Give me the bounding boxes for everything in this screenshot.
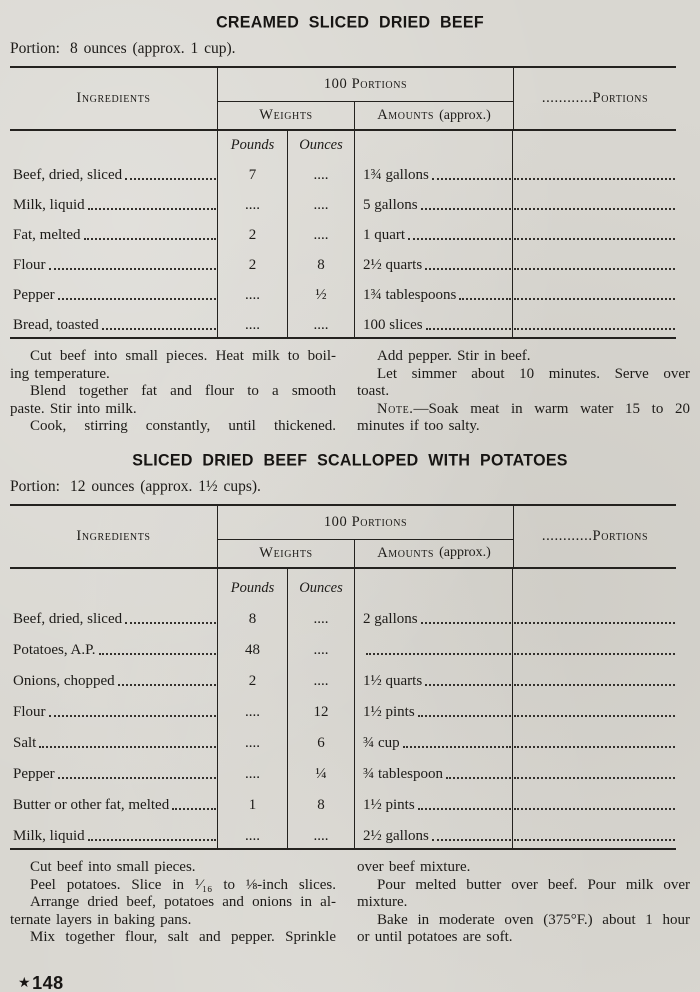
dotted-leader <box>426 328 511 330</box>
pounds-cell-text: .... <box>245 734 260 751</box>
dotted-leader <box>403 746 511 748</box>
amount-cell <box>355 247 513 277</box>
ounces-cell-text: .... <box>313 672 329 689</box>
amounts-header <box>355 540 513 567</box>
recipe-1-instructions <box>10 348 690 436</box>
amount-cell <box>355 693 513 724</box>
instruction-line: Let simmer about 10 minutes. Serve over <box>377 365 690 382</box>
ounces-cell-text: .... <box>313 317 329 333</box>
units-subheader-row <box>10 569 676 600</box>
instruction-line: Arrange dried beef, potatoes and onions in al- <box>30 894 336 911</box>
ingredient-cell-text: Milk, liquid <box>13 827 85 844</box>
ingredient-cell-text: Butter or other fat, melted <box>13 796 170 813</box>
ounces-subheader: Ounces <box>288 131 355 157</box>
instructions-right-column <box>357 348 690 436</box>
amount-cell-text: 100 slices <box>363 317 423 333</box>
portions-cell <box>513 786 676 817</box>
portions-cell <box>513 187 676 217</box>
instruction-line: Peel potatoes. Slice in ¹⁄₁₆ to ⅛-inch slices. <box>30 876 336 893</box>
portion-label: Portion: <box>10 477 60 495</box>
table-row <box>10 307 676 337</box>
pounds-cell <box>218 817 288 848</box>
ounces-cell-text: ½ <box>315 287 327 303</box>
pounds-cell-text: .... <box>245 703 260 720</box>
dotted-leader <box>432 178 511 180</box>
ingredient-cell-text: Onions, chopped <box>13 672 115 689</box>
ingredient-cell-text: Milk, liquid <box>13 197 85 213</box>
instruction-line: minutes if too salty. <box>357 418 480 435</box>
ingredient-cell <box>10 277 218 307</box>
dotted-leader <box>125 622 216 624</box>
ingredients-column-header: Ingredients <box>10 506 218 567</box>
amount-cell <box>355 157 513 187</box>
ingredient-cell <box>10 157 218 187</box>
ingredient-cell <box>10 724 218 755</box>
ingredient-cell-text: Pepper <box>13 765 55 782</box>
pounds-cell <box>218 600 288 631</box>
instruction-line: Blend together fat and flour to a smooth <box>30 383 336 400</box>
ounces-cell-text: 12 <box>313 703 329 720</box>
portions-100-header: 100 Portions <box>218 506 513 540</box>
amount-cell-text: 1½ quarts <box>363 672 423 689</box>
ingredient-cell <box>10 786 218 817</box>
ounces-cell-text: .... <box>313 610 329 627</box>
amount-cell-text: 1¾ gallons <box>363 167 429 183</box>
amount-cell-text: 2 gallons <box>363 610 418 627</box>
ingredient-rows <box>10 157 676 337</box>
dotted-leader <box>418 808 511 810</box>
table-row <box>10 755 676 786</box>
pounds-cell-text: 2 <box>248 227 257 243</box>
ounces-cell-text: 6 <box>317 734 325 751</box>
portions-cell <box>513 724 676 755</box>
dotted-leader <box>514 746 675 748</box>
amount-cell <box>355 600 513 631</box>
ingredient-cell-text: Flour <box>13 257 46 273</box>
instruction-line: mixture. <box>357 894 408 911</box>
amount-cell-text: ¾ tablespoon <box>363 765 443 782</box>
units-subheader-row <box>10 131 676 157</box>
table-row <box>10 600 676 631</box>
pounds-cell-text: 2 <box>248 672 257 689</box>
table-row <box>10 277 676 307</box>
recipe-1-title: CREAMED SLICED DRIED BEEF <box>216 13 484 32</box>
table-row <box>10 786 676 817</box>
dotted-leader <box>514 839 675 841</box>
table-row <box>10 724 676 755</box>
amount-cell <box>355 187 513 217</box>
ounces-cell <box>288 786 355 817</box>
table-row <box>10 817 676 848</box>
portions-cell <box>513 217 676 247</box>
portions-cell <box>513 662 676 693</box>
table-row <box>10 187 676 217</box>
dotted-leader <box>514 268 675 270</box>
pounds-cell-text: .... <box>245 317 260 333</box>
recipe-1-table <box>10 66 676 339</box>
dotted-leader <box>514 298 675 300</box>
ounces-cell-text: .... <box>313 227 329 243</box>
pounds-cell <box>218 786 288 817</box>
pounds-cell-text: 48 <box>245 641 260 658</box>
ounces-cell <box>288 247 355 277</box>
table-header <box>10 504 676 569</box>
dotted-leader <box>49 715 216 717</box>
dotted-leader <box>446 777 511 779</box>
pounds-cell-text: .... <box>245 287 260 303</box>
ounces-cell <box>288 631 355 662</box>
dotted-leader <box>514 238 675 240</box>
ingredient-cell <box>10 631 218 662</box>
amounts-header <box>355 102 513 129</box>
portions-cell <box>513 247 676 277</box>
ingredient-cell <box>10 817 218 848</box>
ounces-cell <box>288 157 355 187</box>
portions-cell <box>513 755 676 786</box>
ingredient-cell-text: Flour <box>13 703 46 720</box>
ounces-cell-text: ¼ <box>315 765 327 782</box>
table-row <box>10 157 676 187</box>
amount-cell-text: 1 quart <box>363 227 406 243</box>
amount-cell <box>355 631 513 662</box>
table-body <box>10 131 676 339</box>
dotted-leader <box>102 328 216 330</box>
pounds-cell <box>218 724 288 755</box>
amount-cell <box>355 217 513 247</box>
amount-cell <box>355 662 513 693</box>
ounces-cell <box>288 307 355 337</box>
portion-value: 12 ounces (approx. 1½ cups). <box>69 477 261 495</box>
amounts-approx-note: (approx.) <box>439 545 491 561</box>
ingredient-cell <box>10 662 218 693</box>
amounts-label: Amounts <box>377 107 435 123</box>
ounces-cell <box>288 724 355 755</box>
empty-cell <box>10 131 218 157</box>
dotted-leader <box>425 684 511 686</box>
dotted-leader <box>514 777 675 779</box>
dotted-leader <box>421 208 511 210</box>
amount-cell <box>355 817 513 848</box>
portions-100-header: 100 Portions <box>218 68 513 102</box>
amount-cell-text: 2½ quarts <box>363 257 423 273</box>
ingredient-cell-text: Salt <box>13 734 37 751</box>
ounces-cell-text: 8 <box>317 257 325 273</box>
amount-cell <box>355 786 513 817</box>
instruction-line: Cook, stirring constantly, until thickened. <box>30 418 336 435</box>
pounds-cell <box>218 693 288 724</box>
dotted-leader <box>514 715 675 717</box>
portions-cell <box>513 600 676 631</box>
ingredient-cell-text: Pepper <box>13 287 55 303</box>
pounds-cell-text: .... <box>245 827 260 844</box>
star-icon: ★ <box>18 975 32 992</box>
dotted-leader <box>88 208 216 210</box>
ounces-cell <box>288 662 355 693</box>
amounts-approx-note: (approx.) <box>439 107 491 123</box>
portion-value: 8 ounces (approx. 1 cup). <box>69 40 236 57</box>
pounds-cell <box>218 755 288 786</box>
dotted-leader <box>514 684 675 686</box>
ingredient-cell <box>10 693 218 724</box>
dotted-leader <box>514 653 675 655</box>
instruction-line: paste. Stir into milk. <box>10 400 137 417</box>
portions-cell <box>513 817 676 848</box>
pounds-cell-text: 8 <box>248 610 257 627</box>
ounces-cell-text: .... <box>313 827 329 844</box>
instruction-line: Mix together flour, salt and pepper. Sprinkle <box>30 929 336 946</box>
ounces-cell-text: .... <box>313 641 329 658</box>
amount-cell-text: 1¾ tablespoons <box>363 287 457 303</box>
dotted-leader <box>418 715 511 717</box>
ounces-cell <box>288 755 355 786</box>
amount-cell-text: 5 gallons <box>363 197 418 213</box>
pounds-subheader: Pounds <box>218 131 288 157</box>
dotted-leader <box>99 653 216 655</box>
amount-cell-text: 1½ pints <box>363 796 415 813</box>
dotted-leader <box>514 328 675 330</box>
dotted-leader <box>514 808 675 810</box>
instruction-line: ing temperature. <box>10 365 110 382</box>
note-label: Note. <box>377 400 414 417</box>
empty-cell <box>355 131 513 157</box>
ounces-cell <box>288 277 355 307</box>
weights-header: Weights <box>218 540 355 567</box>
ounces-cell-text: 8 <box>317 796 325 813</box>
empty-cell <box>513 131 676 157</box>
portions-cell <box>513 693 676 724</box>
instruction-line: toast. <box>357 383 390 400</box>
empty-cell <box>513 569 676 600</box>
ingredients-column-header: Ingredients <box>10 68 218 129</box>
instruction-line: Cut beef into small pieces. Heat milk to boil- <box>30 348 336 364</box>
ingredient-cell <box>10 755 218 786</box>
instruction-line: Cut beef into small pieces. <box>30 858 196 875</box>
pounds-cell <box>218 217 288 247</box>
table-row <box>10 631 676 662</box>
pounds-cell-text: .... <box>245 765 260 782</box>
instruction-line: over beef mixture. <box>357 858 471 875</box>
pounds-subheader: Pounds <box>218 569 288 600</box>
dotted-leader <box>88 839 216 841</box>
instruction-line: Add pepper. Stir in beef. <box>377 348 531 364</box>
dotted-leader <box>58 777 216 779</box>
pounds-cell-text: 1 <box>248 796 257 813</box>
pounds-cell <box>218 157 288 187</box>
pounds-cell-text: .... <box>245 197 260 213</box>
ounces-cell <box>288 187 355 217</box>
dotted-leader <box>58 298 216 300</box>
instructions-left-column <box>10 348 336 436</box>
table-row <box>10 247 676 277</box>
portions-cell <box>513 277 676 307</box>
amount-cell <box>355 307 513 337</box>
ounces-subheader: Ounces <box>288 569 355 600</box>
page-number <box>18 973 690 992</box>
portions-cell <box>513 157 676 187</box>
pounds-cell-text: 2 <box>248 257 257 273</box>
portions-blank-header: ............Portions <box>513 68 676 129</box>
ingredient-cell-text: Beef, dried, sliced <box>13 610 123 627</box>
ingredient-cell-text: Fat, melted <box>13 227 81 243</box>
ounces-cell <box>288 217 355 247</box>
portions-blank-header: ............Portions <box>513 506 676 567</box>
pounds-cell <box>218 631 288 662</box>
dotted-leader <box>459 298 511 300</box>
amount-cell <box>355 724 513 755</box>
dotted-leader <box>118 684 216 686</box>
dotted-leader <box>366 653 511 655</box>
recipe-1-portion <box>10 40 690 58</box>
dotted-leader <box>84 238 217 240</box>
amount-cell-text: 2½ gallons <box>363 827 429 844</box>
dotted-leader <box>421 622 511 624</box>
table-row <box>10 217 676 247</box>
ounces-cell <box>288 693 355 724</box>
dotted-leader <box>125 178 216 180</box>
table-row <box>10 662 676 693</box>
ingredient-cell <box>10 217 218 247</box>
dotted-leader <box>39 746 216 748</box>
recipe-2-table <box>10 504 676 850</box>
amount-cell <box>355 277 513 307</box>
ingredient-cell <box>10 247 218 277</box>
ounces-cell <box>288 600 355 631</box>
ingredient-cell <box>10 187 218 217</box>
ounces-cell <box>288 817 355 848</box>
dotted-leader <box>408 238 511 240</box>
dotted-leader <box>49 268 216 270</box>
pounds-cell <box>218 187 288 217</box>
instruction-line: Bake in moderate oven (375°F.) about 1 hour <box>377 911 690 928</box>
empty-cell <box>10 569 218 600</box>
portions-cell <box>513 307 676 337</box>
portions-cell <box>513 631 676 662</box>
table-row <box>10 693 676 724</box>
page-number-value: 148 <box>32 972 64 992</box>
ingredient-cell <box>10 307 218 337</box>
instruction-line: Note.—Soak meat in warm water 15 to 20 <box>377 400 690 417</box>
dotted-leader <box>514 208 675 210</box>
recipe-2-title: SLICED DRIED BEEF SCALLOPED WITH POTATOES <box>132 451 568 470</box>
dotted-leader <box>425 268 511 270</box>
ingredient-cell-text: Beef, dried, sliced <box>13 167 123 183</box>
pounds-cell <box>218 277 288 307</box>
dotted-leader <box>514 178 675 180</box>
pounds-cell <box>218 662 288 693</box>
weights-header: Weights <box>218 102 355 129</box>
amount-cell <box>355 755 513 786</box>
dotted-leader <box>172 808 216 810</box>
ounces-cell-text: .... <box>313 197 329 213</box>
instruction-line: ternate layers in baking pans. <box>10 911 192 928</box>
recipe-2-portion <box>10 478 690 496</box>
table-header <box>10 66 676 131</box>
instructions-right-column <box>357 859 690 947</box>
ingredient-rows <box>10 600 676 848</box>
dotted-leader <box>432 839 511 841</box>
instruction-line: Pour melted butter over beef. Pour milk over <box>377 876 690 893</box>
instruction-line: or until potatoes are soft. <box>357 929 513 946</box>
ingredient-cell-text: Potatoes, A.P. <box>13 641 96 658</box>
amount-cell-text: ¾ cup <box>363 734 400 751</box>
ingredient-cell <box>10 600 218 631</box>
ingredient-cell-text: Bread, toasted <box>13 317 99 333</box>
amount-cell-text: 1½ pints <box>363 703 415 720</box>
table-body <box>10 569 676 850</box>
ounces-cell-text: .... <box>313 167 329 183</box>
portion-label: Portion: <box>10 40 60 57</box>
amounts-label: Amounts <box>377 544 435 561</box>
pounds-cell <box>218 307 288 337</box>
pounds-cell-text: 7 <box>248 167 257 183</box>
dotted-leader <box>514 622 675 624</box>
instructions-left-column <box>10 859 336 947</box>
empty-cell <box>355 569 513 600</box>
recipe-2-instructions <box>10 859 690 947</box>
pounds-cell <box>218 247 288 277</box>
